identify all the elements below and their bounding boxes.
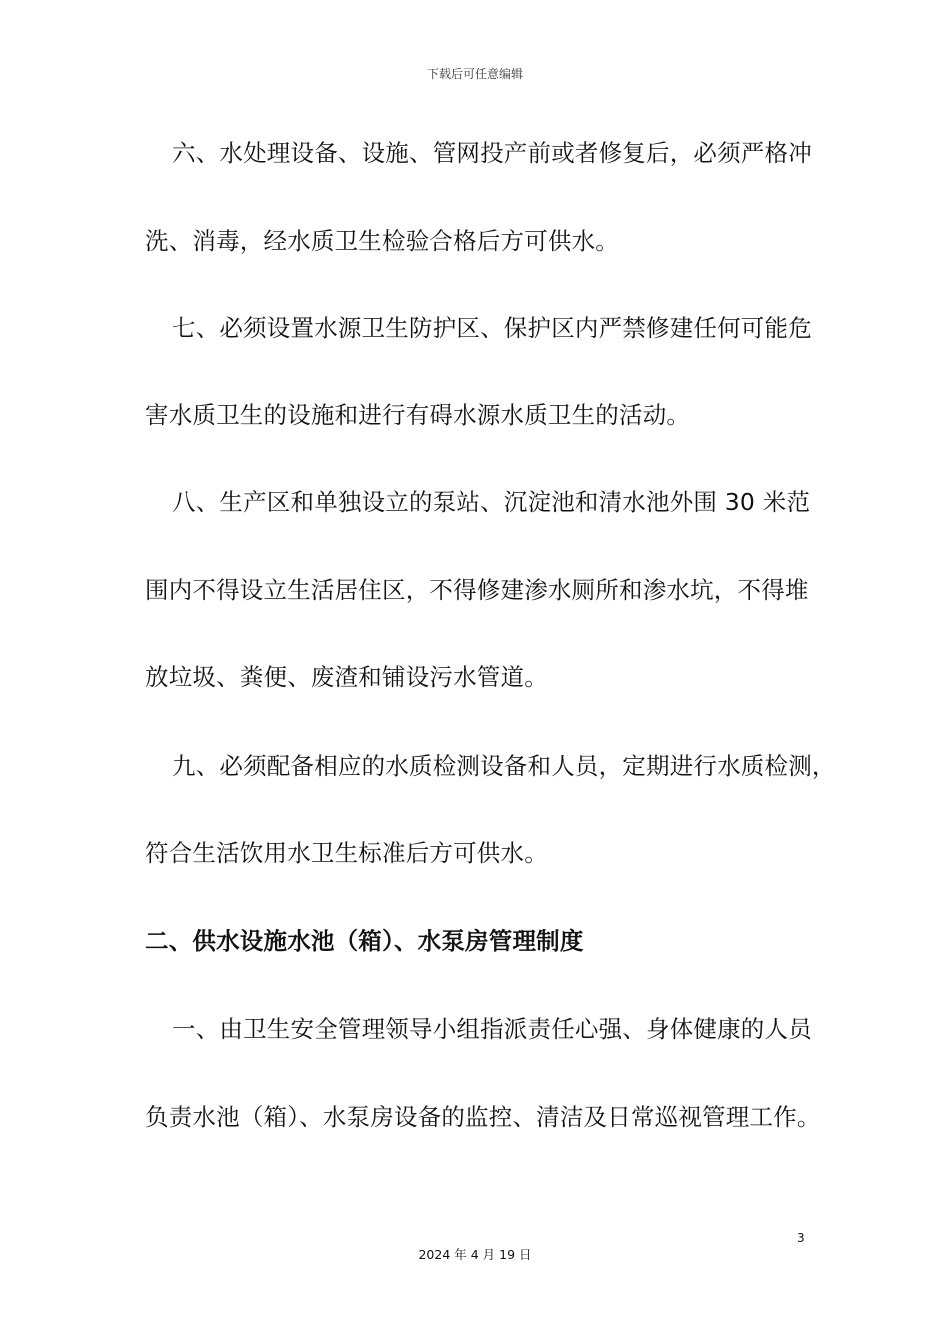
paragraph-8-line-2: 围内不得设立生活居住区，不得修建渗水厕所和渗水坑，不得堆 (145, 576, 809, 604)
section-paragraph-1-line-2: 负责水池（箱）、水泵房设备的监控、清洁及日常巡视管理工作。 (145, 1103, 821, 1131)
paragraph-8-line-1: 八、生产区和单独设立的泵站、沉淀池和清水池外围 30 米范 (172, 488, 811, 516)
paragraph-9-line-2: 符合生活饮用水卫生标准后方可供水。 (145, 839, 548, 867)
paragraph-9-line-1: 九、必须配备相应的水质检测设备和人员，定期进行水质检测， (172, 752, 836, 780)
paragraph-7-line-1: 七、必须设置水源卫生防护区、保护区内严禁修建任何可能危 (172, 314, 812, 342)
paragraph-6-line-1: 六、水处理设备、设施、管网投产前或者修复后，必须严格冲 (172, 139, 812, 167)
paragraph-7-line-2: 害水质卫生的设施和进行有碍水源水质卫生的活动。 (145, 401, 691, 429)
section-heading: 二、供水设施水池（箱）、水泵房管理制度 (145, 927, 584, 955)
paragraph-6-line-2: 洗、消毒，经水质卫生检验合格后方可供水。 (145, 227, 619, 255)
header-note: 下载后可任意编辑 (426, 67, 523, 81)
paragraph-8-line-3: 放垃圾、粪便、废渣和铺设污水管道。 (145, 663, 548, 691)
section-paragraph-1-line-1: 一、由卫生安全管理领导小组指派责任心强、身体健康的人员 (172, 1015, 812, 1043)
page-number: 3 (797, 1231, 805, 1245)
footer-date: 2024 年 4 月 19 日 (418, 1247, 532, 1262)
